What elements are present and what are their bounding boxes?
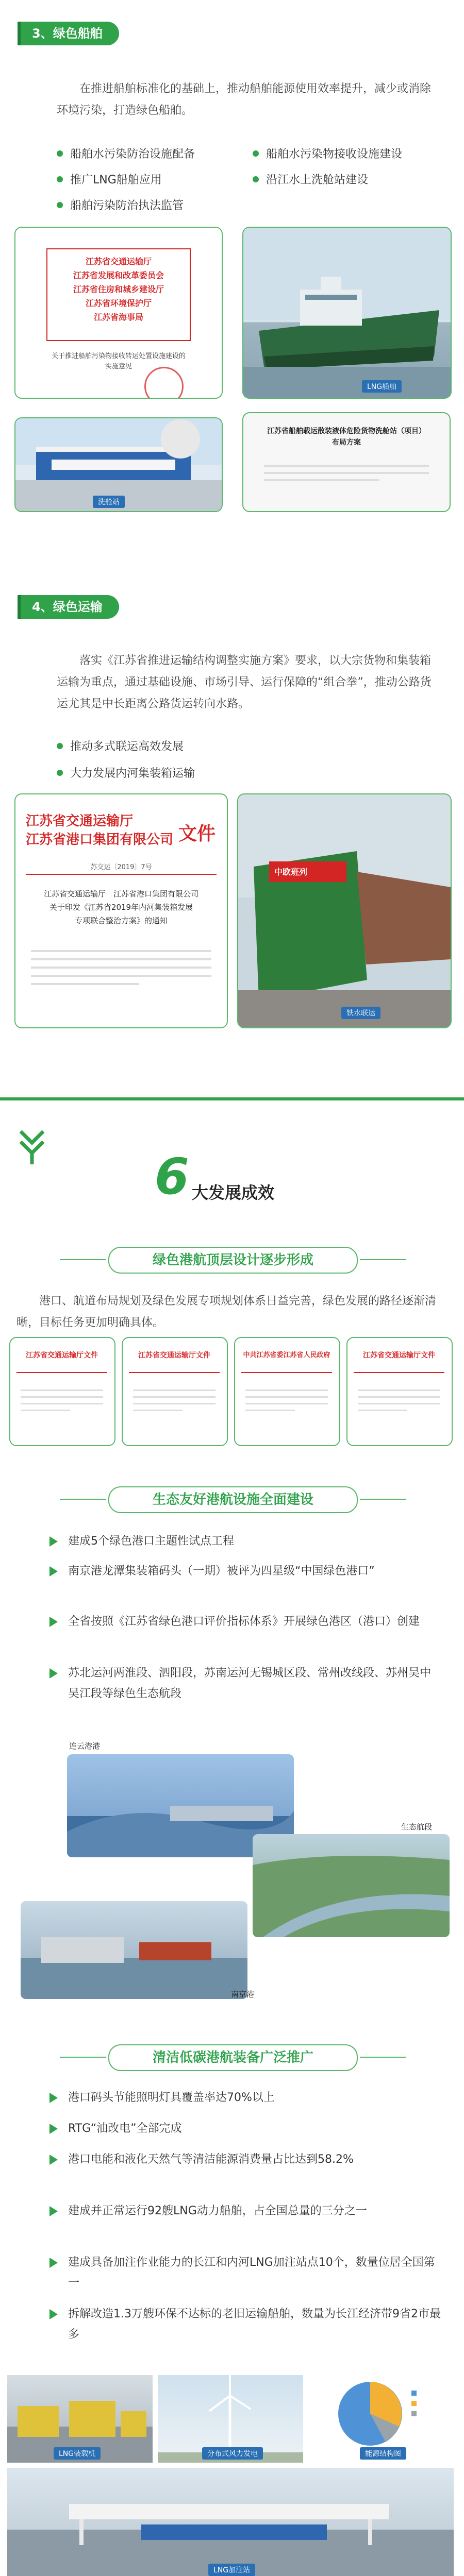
lng-ship-photo [242, 227, 452, 399]
document-header [46, 248, 191, 341]
plan-document-card [9, 1337, 115, 1446]
document-lines [31, 944, 211, 991]
train-sign: 中欧班列 [274, 867, 308, 877]
photo-label: 连云港港 [69, 1741, 101, 1751]
document-issuer: 江苏省交通运输厅文件 [26, 1351, 98, 1360]
section3-heading: 3、绿色船舶 [21, 22, 119, 45]
list-item: 港口电能和液化天然气等清洁能源消费量占比达到58.2% [49, 2149, 441, 2170]
photo-label: 生态航段 [401, 1822, 433, 1832]
plan-document-card [122, 1337, 228, 1446]
document-issuer: 中共江苏省委江苏省人民政府 [243, 1351, 330, 1359]
nanjing-port-photo [21, 1901, 247, 1999]
bullet-item: 船舶污染防治执法监管 [57, 197, 184, 213]
achievement-number: 6 [155, 1148, 189, 1206]
list-item: 建成5个绿色港口主题性试点工程 [49, 1531, 441, 1552]
list-item: 建成并正常运行92艘LNG动力船舶，占全国总量的三分之一 [49, 2201, 441, 2222]
triangle-bullet-icon [49, 2206, 58, 2216]
cleaning-station-photo [14, 417, 223, 512]
section4-intro: 落实《江苏省推进运输结构调整实施方案》要求，以大宗货物和集装箱运输为重点，通过基础设施、市场引导、运行保障的“组合拳”，推动公路货运尤其是中长距离公路货运转向水路。 [57, 654, 432, 710]
plan-document-card [234, 1337, 340, 1446]
bullet-item: 沿江水上洗舱站建设 [253, 171, 368, 187]
list-item: 南京港龙潭集装箱码头（一期）被评为四星级“中国绿色港口” [49, 1561, 441, 1582]
bullet-item: 船舶水污染防治设施配备 [57, 145, 195, 161]
document-issuer: 江苏省交通运输厅文件 [363, 1351, 435, 1360]
document-lines [264, 460, 429, 486]
document-rule [26, 874, 217, 875]
triangle-bullet-icon [49, 1617, 58, 1627]
wind-power-photo [158, 2375, 303, 2463]
lng-station-photo [7, 2468, 454, 2576]
document-title: 江苏省船舶载运散装液体危险货物洗舱站（项目）布局方案 [267, 427, 426, 447]
document-issuer: 江苏省交通运输厅文件 [138, 1351, 210, 1360]
section3-intro: 在推进船舶标准化的基础上，推动船舶能源使用效率提升，减少或消除环境污染，打造绿色船舶。 [57, 82, 432, 117]
list-item: 拆解改造1.3万艘环保不达标的老旧运输船舶，数量为长江经济带9省2市最多 [49, 2304, 441, 2345]
energy-structure-photo [308, 2375, 454, 2463]
photo-caption: 洗舱站 [93, 496, 125, 508]
photo-caption: LNG船舶 [362, 380, 402, 393]
bullet-item: 推动多式联运高效发展 [57, 738, 184, 754]
bullet-dot-icon [57, 743, 63, 749]
rail-water-train-photo [237, 793, 452, 1028]
list-item: 全省按照《江苏省绿色港口评价指标体系》开展绿色港区（港口）创建 [49, 1612, 441, 1632]
policy-document-card [14, 793, 228, 1028]
block1-text: 港口、航道布局规划及绿色发展专项规划体系日益完善，绿色发展的路径逐渐清晰，目标任务更加明确具体。 [16, 1295, 437, 1329]
plan-document-card [346, 1337, 453, 1446]
bullet-dot-icon [253, 176, 259, 182]
triangle-bullet-icon [49, 1668, 58, 1679]
photo-label: 南京港 [231, 1990, 255, 1999]
block1-title: 绿色港航顶层设计逐步形成 [108, 1247, 358, 1274]
triangle-bullet-icon [49, 1566, 58, 1577]
bullet-item: 推广LNG船舶应用 [57, 171, 162, 187]
policy-document-card [14, 227, 223, 399]
photo-caption: LNG装载机 [54, 2447, 101, 2460]
achievement-title: 大发展成效 [192, 1183, 275, 1202]
bullet-dot-icon [57, 770, 63, 776]
document-number: 苏交运〔2019〕7号 [90, 863, 152, 871]
leaf-logo-icon [19, 1129, 45, 1167]
document-issuers: 江苏省交通运输厅 江苏省港口集团有限公司 [26, 814, 174, 848]
block3-title: 清洁低碳港航装备广泛推广 [108, 2044, 358, 2071]
bullet-dot-icon [57, 176, 63, 182]
photo-caption: LNG加注站 [208, 2564, 255, 2576]
triangle-bullet-icon [49, 2093, 58, 2103]
list-item: 建成具备加注作业能力的长江和内河LNG加注站点10个，数量位居全国第一 [49, 2252, 441, 2294]
photo-caption: 分布式风力发电 [202, 2447, 263, 2460]
document-title: 关于推进船舶污染物接收转运处置设施建设的实施意见 [52, 352, 186, 370]
ship-illustration [243, 228, 451, 398]
bullet-item: 大力发展内河集装箱运输 [57, 765, 195, 781]
layout-plan-document-card [242, 412, 451, 512]
document-title: 江苏省交通运输厅 江苏省港口集团有限公司 关于印发《江苏省2019年内河集装箱发展 专项联合整治方案》的通知 [43, 889, 198, 925]
list-item: RTG“油改电”全部完成 [49, 2119, 441, 2139]
photo-caption: 能源结构图 [360, 2447, 406, 2460]
lng-loader-photo [7, 2375, 153, 2463]
list-item: 苏北运河两淮段、泗阳段，苏南运河无锡城区段、常州改线段、苏州吴中吴江段等绿色生态航段 [49, 1663, 441, 1704]
triangle-bullet-icon [49, 1536, 58, 1547]
document-suffix: 文件 [178, 823, 216, 844]
bullet-dot-icon [57, 202, 63, 208]
triangle-bullet-icon [49, 2258, 58, 2268]
train-illustration [238, 794, 451, 1027]
ecological-waterway-photo [253, 1834, 450, 1937]
photo-caption: 铁水联运 [341, 1007, 380, 1019]
bullet-dot-icon [57, 150, 63, 157]
document-issuers: 江苏省交通运输厅 江苏省发展和改革委员会 江苏省住房和城乡建设厅 江苏省环境保护厅 江苏省海事局 [73, 257, 164, 322]
triangle-bullet-icon [49, 2124, 58, 2134]
triangle-bullet-icon [49, 2155, 58, 2165]
list-item: 港口码头节能照明灯具覆盖率达70%以上 [49, 2088, 441, 2108]
section-divider [0, 1097, 464, 1100]
triangle-bullet-icon [49, 2309, 58, 2319]
section4-heading: 4、绿色运输 [21, 595, 119, 619]
bullet-dot-icon [253, 150, 259, 157]
bullet-item: 船舶水污染物接收设施建设 [253, 145, 402, 161]
block2-title: 生态友好港航设施全面建设 [108, 1486, 358, 1513]
